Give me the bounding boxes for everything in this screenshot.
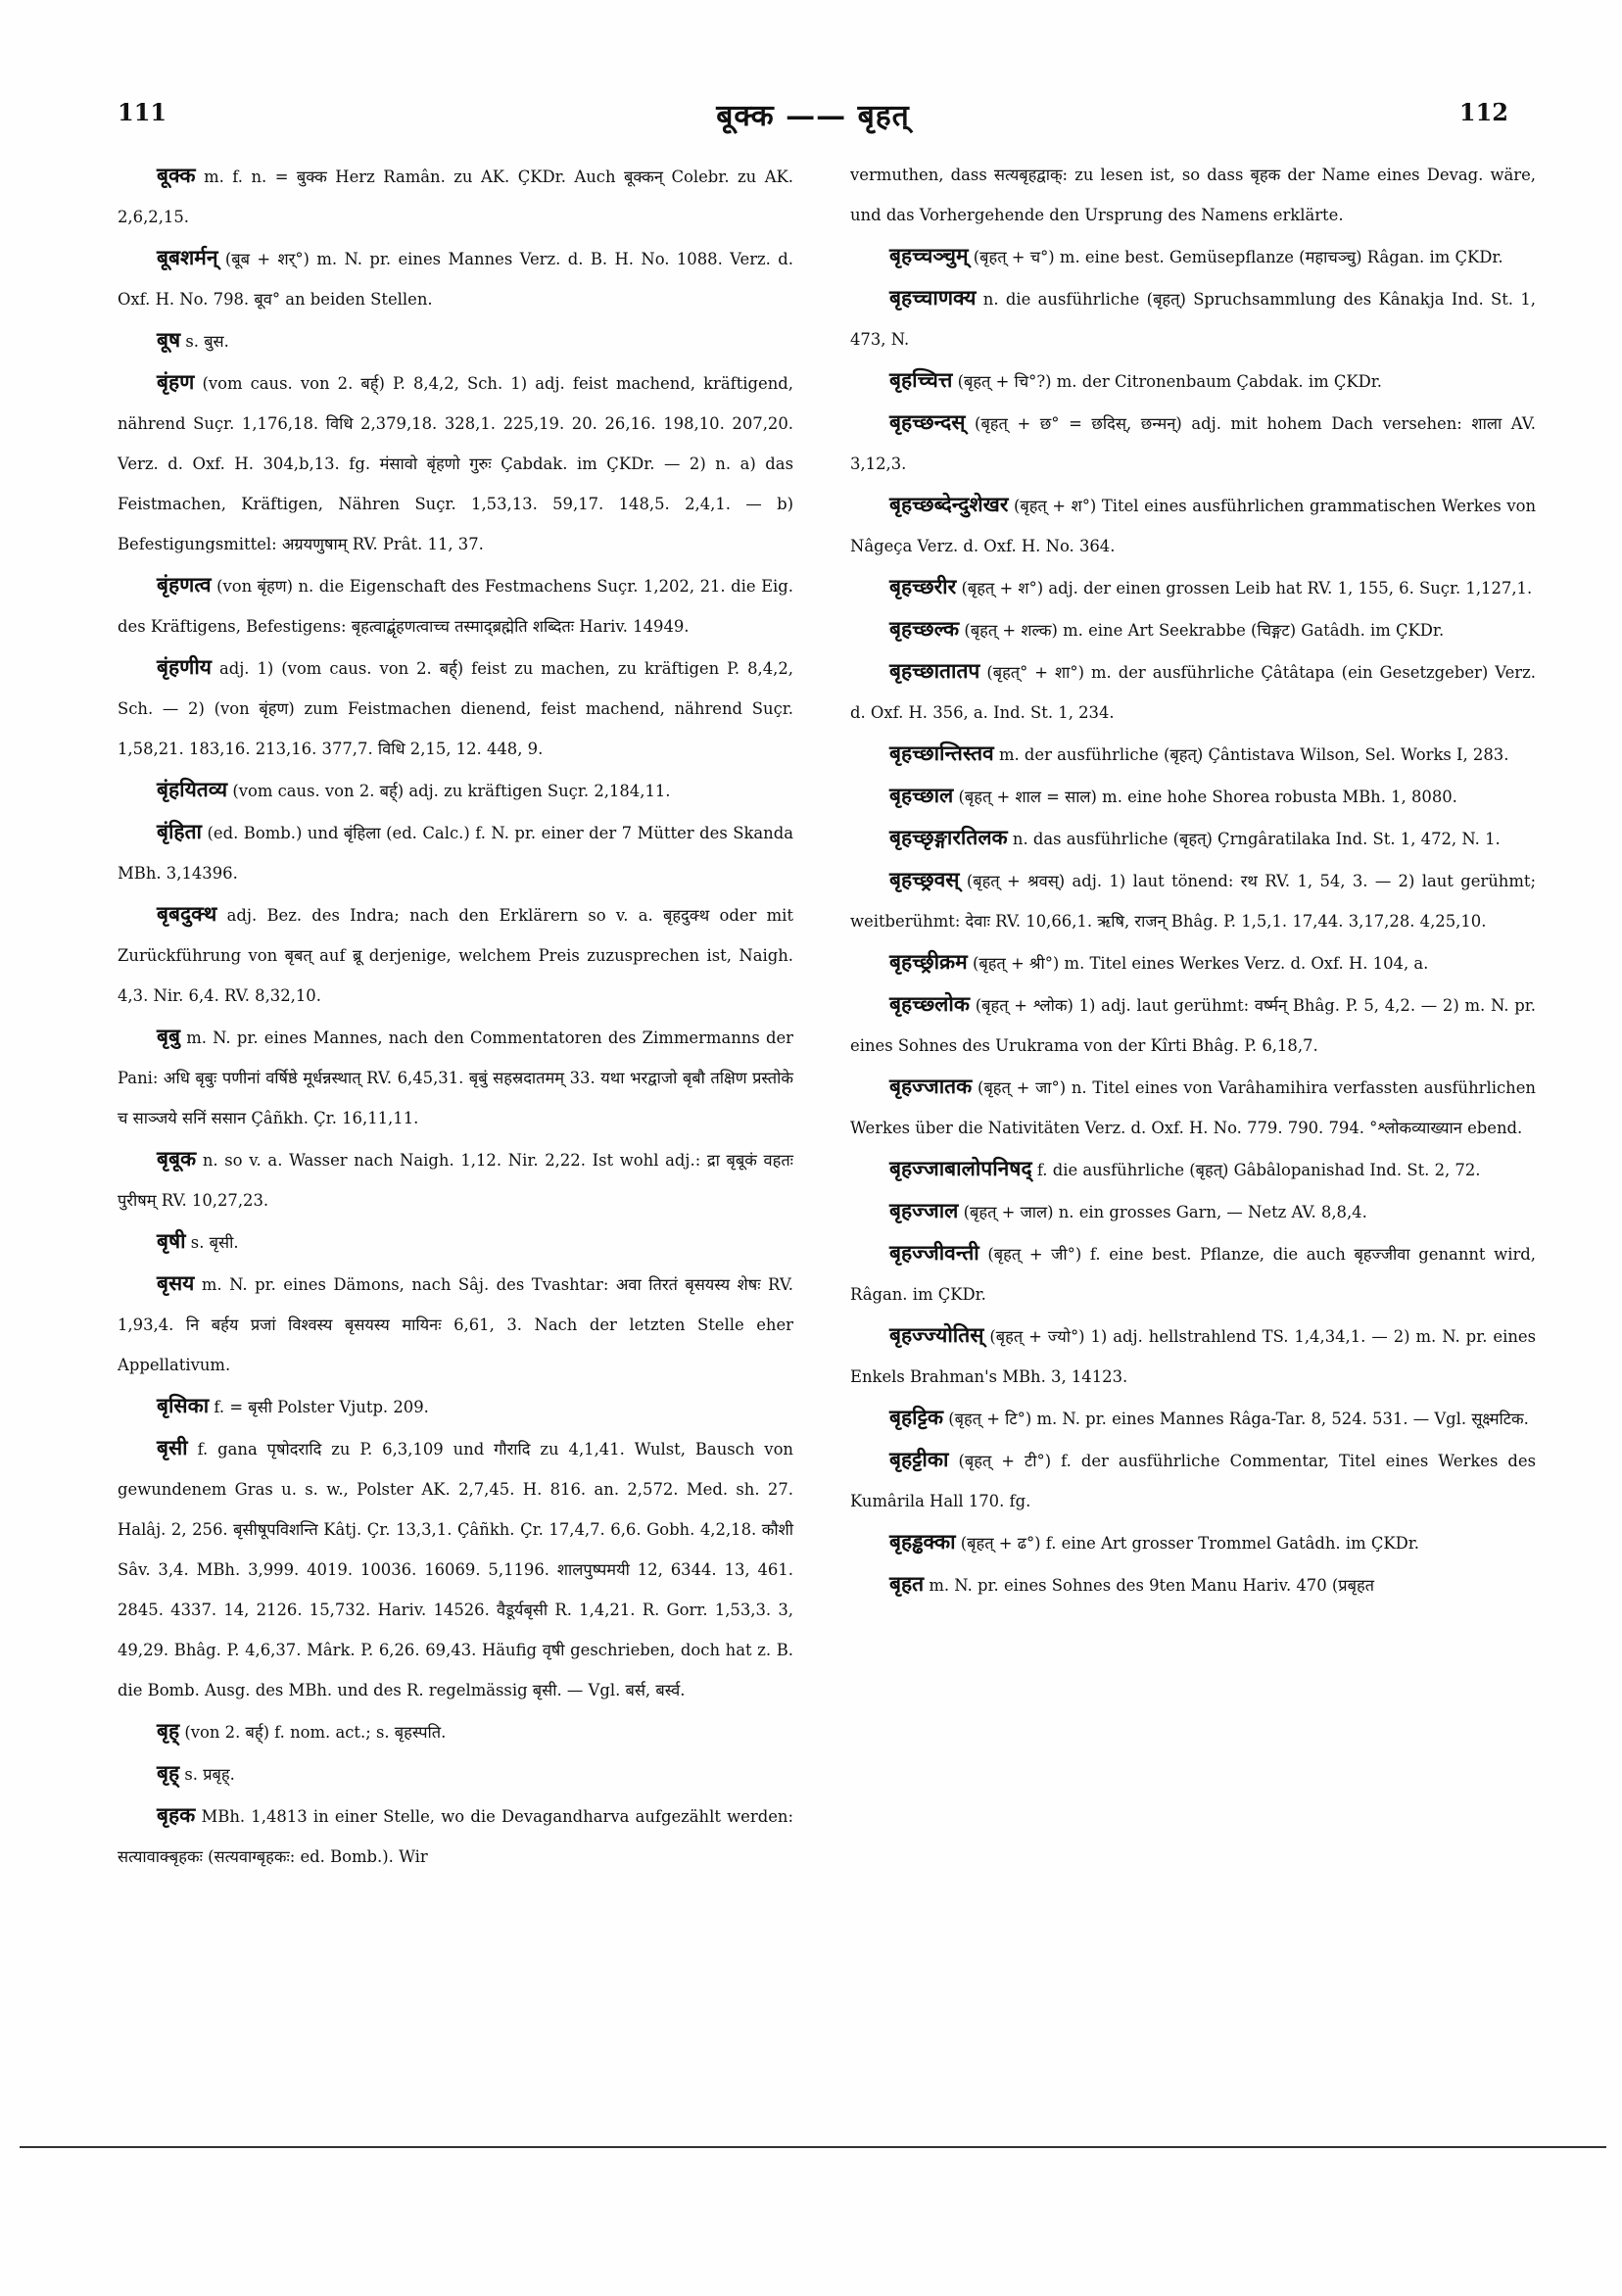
dictionary-entry [850, 983, 1536, 1066]
dictionary-entry [118, 564, 793, 646]
entry-text: (बृहत् + जा°) n. Titel eines von Varâhamihira verfassten ausführlichen Werkes über die Nativitäten Verz. d. Oxf. H. No. 779. 790. 794. °श्लोकव्याख्यान ebend. [850, 1078, 1536, 1137]
dictionary-entry [850, 1232, 1536, 1315]
entry-text: f. = बृसी Polster Vjutp. 209. [214, 1398, 429, 1416]
entry-text: (बृहत् + श°) adj. der einen grossen Leib hat RV. 1, 155, 6. Suçr. 1,127,1. [961, 579, 1533, 598]
entry-text: (बृहत् + श्लोक) 1) adj. laut gerühmt: वर्ष्मन् Bhâg. P. 5, 4,2. — 2) m. N. pr. eines Sohnes des Urukrama von der Kîrti Bhâg. P. 6,18,7. [850, 996, 1536, 1055]
entry-headword: बृषी [157, 1228, 186, 1253]
entry-text: vermuthen, dass सत्यबृहद्वाक्: zu lesen ist, so dass बृहक der Name eines Devag. wäre, und das Vorhergehende den Ursprung des Namens erklärte. [850, 166, 1536, 224]
entry-text: adj. Bez. des Indra; nach den Erklärern so v. a. बृहदुक्थ oder mit Zurückführung von बृबत् auf ब्रू derjenige, welchem Preis zuzusprechen ist, Naigh. 4,3. Nir. 6,4. RV. 8,32,10. [118, 906, 793, 1005]
dictionary-entry [850, 859, 1536, 941]
entry-headword: बृहट्टीका [889, 1447, 949, 1471]
dictionary-entry [850, 775, 1536, 817]
dictionary-entry [118, 1752, 793, 1794]
entry-headword: बृहज्जाबालोपनिषद् [889, 1156, 1032, 1180]
entry-text: (बृहत् + जी°) f. eine best. Pflanze, die auch बृहज्जीवा genannt wird, Râgan. im ÇKDr. [850, 1245, 1536, 1304]
entry-text: (बृहत् + टि°) m. N. pr. eines Mannes Râga-Tar. 8, 524. 531. — Vgl. सूक्ष्मटिक. [948, 1410, 1529, 1428]
entry-text: (बृहत् + ढ°) f. eine Art grosser Trommel Gatâdh. im ÇKDr. [960, 1534, 1420, 1553]
dictionary-entry [118, 646, 793, 769]
dictionary-entry [118, 1220, 793, 1263]
entry-headword: बृंहणत्व [157, 572, 212, 597]
entry-headword: बृहज्जीवन्ती [889, 1240, 979, 1265]
entry-headword: बृहच्छ्रवस् [889, 867, 960, 891]
entry-headword: बृसिका [157, 1393, 210, 1417]
entry-text: s. बृसी. [190, 1233, 239, 1252]
entry-text: (von 2. बर्ह्) f. nom. act.; s. बृहस्पति. [184, 1723, 447, 1742]
entry-text: (बृहत् + श°) Titel eines ausführlichen grammatischen Werkes von Nâgeça Verz. d. Oxf. H. No. 364. [850, 497, 1537, 555]
dictionary-entry [850, 566, 1536, 608]
entry-headword: बृबदुक्थ [157, 901, 217, 926]
entry-headword: बृहड्ढक्का [889, 1529, 956, 1554]
entry-text: s. बुस. [185, 332, 229, 351]
entry-text: m. N. pr. eines Dämons, nach Sâj. des Tvashtar: अवा तिरतं बृसयस्य शेषः RV. 1,93,4. नि बर्हय प्रजां विश्वस्य बृसयस्य मायिनः 6,61, 3. Nach der letzten Stelle eher Appellativum. [118, 1275, 793, 1374]
dictionary-entry [850, 484, 1536, 566]
entry-text: f. die ausführliche (बृहत्) Gâbâlopanishad Ind. St. 2, 72. [1036, 1161, 1481, 1179]
right-column [850, 155, 1536, 1605]
entry-headword: बृहच्छाल [889, 783, 954, 807]
entry-headword: बृहच्छ्रीक्रम [889, 949, 968, 974]
entry-headword: बृसय [157, 1270, 195, 1295]
entry-headword: बृहच्छ्लोक [889, 991, 970, 1016]
dictionary-entry [850, 235, 1536, 277]
entry-text: n. das ausführliche (बृहत्) Çrngâratilaka Ind. St. 1, 472, N. 1. [1012, 830, 1501, 848]
dictionary-entry [118, 1427, 793, 1710]
dictionary-entry [850, 1066, 1536, 1148]
dictionary-entry [850, 1315, 1536, 1397]
entry-text: (ed. Bomb.) und बृंहिला (ed. Calc.) f. N. pr. einer der 7 Mütter des Skanda MBh. 3,14396. [118, 824, 793, 883]
entry-text: (बृहत् + छ° = छदिस्, छन्मन्) adj. mit hohem Dach versehen: शाला AV. 3,12,3. [850, 414, 1536, 473]
entry-headword: बृंहयितव्य [157, 777, 228, 801]
entry-headword: बृहच्छन्दस् [889, 409, 966, 434]
entry-text: n. so v. a. Wasser nach Naigh. 1,12. Nir. 2,22. Ist wohl adj.: द्रा बृबूकं वहतः पुरीषम् RV. 10,27,23. [118, 1151, 793, 1210]
entry-headword: बूष [157, 327, 181, 352]
entry-headword: बृबु [157, 1024, 180, 1048]
dictionary-entry [850, 1397, 1536, 1439]
dictionary-entry [850, 277, 1536, 359]
dictionary-entry [118, 319, 793, 361]
entry-text: m. N. pr. eines Sohnes des 9ten Manu Hariv. 470 (प्रबृहत [929, 1576, 1374, 1595]
dictionary-entry [118, 1263, 793, 1385]
dictionary-entry [118, 1385, 793, 1427]
entry-text: (बृहत् + जाल) n. ein grosses Garn, — Netz AV. 8,8,4. [963, 1203, 1367, 1221]
entry-text: (बृहत् + ज्यो°) 1) adj. hellstrahlend TS. 1,4,34,1. — 2) m. N. pr. eines Enkels Brahman's MBh. 3, 14123. [850, 1327, 1536, 1386]
entry-text: s. प्रबृह्. [184, 1765, 235, 1784]
entry-headword: बृहच्छातातप [889, 658, 980, 683]
entry-text: (बृहत् + चि°?) m. der Citronenbaum Çabdak. im ÇKDr. [957, 372, 1383, 391]
dictionary-entry [850, 402, 1536, 484]
entry-text: f. gana पृषोदरादि zu P. 6,3,109 und गौरादि zu 4,1,41. Wulst, Bausch von gewundenem Gras u. s. w., Polster AK. 2,7,45. H. 816. an. 2,572. Med. sh. 27. Halâj. 2, 256. बृसीषूपविशन्ति Kâtj. Çr. 13,3,1. Çâñkh. Çr. 17,4,7. 6,6. Gobh. 4,2,18. कौशी Sâv. 3,4. MBh. 3,999. 4019. 10036. 16069. 5,1196. शालपुष्पमयी 12, 6344. 13, 461. 2845. 4337. 14, 2126. 15,732. Hariv. 14526. वैडूर्यबृसी R. 1,4,21. R. Gorr. 1,53,3. 3, 49,29. Bhâg. P. 4,6,37. Mârk. P. 6,26. 69,43. Häufig वृषी geschrieben, doch hat z. B. die Bomb. Ausg. des MBh. und des R. regelmässig बृसी. — Vgl. बर्स, बर्स्व. [118, 1440, 793, 1699]
entry-headword: बृंहण [157, 369, 195, 394]
dictionary-entry [118, 769, 793, 811]
running-head: बूक्क —— बृहत् [716, 99, 910, 133]
entry-text: (बूब + शर्°) m. N. pr. eines Mannes Verz. d. B. H. No. 1088. Verz. d. Oxf. H. No. 798. बूव° an beiden Stellen. [118, 250, 793, 309]
entry-headword: बृंहणीय [157, 654, 212, 679]
dictionary-entry [850, 650, 1536, 733]
entry-headword: बृहच्चञ्चुम् [889, 243, 969, 267]
entry-headword: बृहच्छरीर [889, 574, 957, 598]
entry-text: (बृहत् + च°) m. eine best. Gemüsepflanze (महाचञ्चु) Râgan. im ÇKDr. [973, 248, 1503, 266]
dictionary-entry [850, 733, 1536, 775]
entry-headword: बूबशर्मन् [157, 245, 218, 269]
dictionary-entry [850, 155, 1536, 235]
entry-headword: बृहच्चाणक्य [889, 285, 977, 310]
entry-headword: बूक्क [157, 163, 196, 187]
dictionary-entry [850, 608, 1536, 650]
entry-headword: बृहच्छान्तिस्तव [889, 741, 994, 765]
dictionary-entry [118, 1710, 793, 1752]
entry-text: (बृहत्° + शा°) m. der ausführliche Çâtâtapa (ein Gesetzgeber) Verz. d. Oxf. H. 356, a. Ind. St. 1, 234. [850, 663, 1536, 722]
left-page-number: 111 [118, 98, 167, 126]
entry-text: m. f. n. = बुक्क Herz Ramân. zu AK. ÇKDr. Auch बूक्कन् Colebr. zu AK. 2,6,2,15. [118, 167, 793, 226]
bottom-rule [20, 2146, 1606, 2148]
entry-text: (बृहत् + शल्क) m. eine Art Seekrabbe (चिङ्गट) Gatâdh. im ÇKDr. [964, 621, 1445, 640]
entry-text: MBh. 1,4813 in einer Stelle, wo die Devagandharva aufgezählt werden: सत्यावाक्बृहकः (सत्यवाग्बृहकः: ed. Bomb.). Wir [118, 1807, 793, 1866]
page-header [118, 98, 1508, 137]
entry-headword: बृहच्चित्त [889, 367, 953, 392]
entry-text: (बृहत् + श्री°) m. Titel eines Werkes Verz. d. Oxf. H. 104, a. [972, 954, 1429, 973]
entry-headword: बृहच्छल्क [889, 616, 960, 641]
right-page-number: 112 [1458, 98, 1508, 126]
dictionary-entry [850, 1439, 1536, 1521]
dictionary-entry [850, 1563, 1536, 1605]
dictionary-entry [850, 1148, 1536, 1190]
entry-headword: बृहज्जातक [889, 1074, 973, 1098]
entry-headword: बृहक [157, 1802, 196, 1827]
entry-headword: बृहत [889, 1571, 925, 1596]
entry-text: n. die ausführliche (बृहत्) Spruchsammlung des Kânakja Ind. St. 1, 473, N. [850, 290, 1536, 349]
dictionary-entry [118, 1794, 793, 1877]
entry-text: (von बृंहण) n. die Eigenschaft des Festmachens Suçr. 1,202, 21. die Eig. des Kräftigens, Befestigens: बृहत्वाद्बृंहणत्वाच्च तस्माद्ब्रह्मेति शब्दितः Hariv. 14949. [118, 577, 793, 636]
entry-text: (बृहत् + टी°) f. der ausführliche Commentar, Titel eines Werkes des Kumârila Hall 170. fg. [850, 1452, 1537, 1510]
entry-text: (बृहत् + शाल = साल) m. eine hohe Shorea robusta MBh. 1, 8080. [958, 788, 1457, 806]
entry-text: m. N. pr. eines Mannes, nach den Commentatoren des Zimmermanns der Pani: अधि बृबुः पणीनां वर्षिष्ठे मूर्धन्नस्थात् RV. 6,45,31. बृबुं सहस्रदातमम् 33. यथा भरद्वाजो बृबौ तक्षिण प्रस्तोके च साञ्जये सनिं ससान Çâñkh. Çr. 16,11,11. [118, 1028, 793, 1127]
entry-headword: बृसी [157, 1435, 188, 1459]
entry-text: adj. 1) (vom caus. von 2. बर्ह्) feist zu machen, zu kräftigen P. 8,4,2, Sch. — 2) (von बृंहण) zum Feistmachen dienend, feist machend, nährend Suçr. 1,58,21. 183,16. 213,16. 377,7. विधि 2,15, 12. 448, 9. [118, 659, 793, 758]
entry-headword: बृहच्छब्देन्दुशेखर [889, 492, 1009, 516]
entry-headword: बृहट्टिक [889, 1405, 943, 1429]
dictionary-entry [118, 155, 793, 237]
entry-text: m. der ausführliche (बृहत्) Çântistava Wilson, Sel. Works I, 283. [998, 745, 1509, 764]
dictionary-entry [850, 817, 1536, 859]
entry-headword: बृहच्छृङ्गारतिलक [889, 825, 1008, 849]
dictionary-entry [850, 1521, 1536, 1563]
entry-headword: बृह् [157, 1718, 180, 1743]
dictionary-entry [118, 361, 793, 564]
dictionary-entry [118, 893, 793, 1016]
entry-headword: बृबूक [157, 1146, 197, 1171]
entry-text: (बृहत् + श्रवस्) adj. 1) laut tönend: रथ RV. 1, 54, 3. — 2) laut gerühmt; weitberühmt: देवाः RV. 10,66,1. ऋषि, राजन् Bhâg. P. 1,5,1. 17,44. 3,17,28. 4,25,10. [850, 872, 1536, 931]
entry-headword: बृहज्जाल [889, 1198, 959, 1222]
entry-headword: बृहज्ज्योतिस् [889, 1322, 984, 1347]
dictionary-entry [118, 237, 793, 319]
entry-headword: बृह् [157, 1760, 180, 1785]
entry-headword: बृंहिता [157, 819, 202, 843]
entry-text: (vom caus. von 2. बर्ह्) P. 8,4,2, Sch. 1) adj. feist machend, kräftigend, nährend Suçr. 1,176,18. विधि 2,379,18. 328,1. 225,19. 20. 26,16. 198,10. 207,20. Verz. d. Oxf. H. 304,b,13. fg. मंसावो बृंहणो गुरुः Çabdak. im ÇKDr. — 2) n. a) das Feistmachen, Kräftigen, Nähren Suçr. 1,53,13. 59,17. 148,5. 2,4,1. — b) Befestigungsmittel: अग्रयणुषाम् RV. Prât. 11, 37. [118, 374, 793, 553]
dictionary-entry [118, 1016, 793, 1138]
entry-text: (vom caus. von 2. बर्ह्) adj. zu kräftigen Suçr. 2,184,11. [232, 782, 671, 800]
dictionary-entry [850, 359, 1536, 402]
dictionary-entry [850, 941, 1536, 983]
dictionary-entry [118, 811, 793, 893]
dictionary-entry [118, 1138, 793, 1220]
dictionary-entry [850, 1190, 1536, 1232]
left-column [118, 155, 793, 1877]
